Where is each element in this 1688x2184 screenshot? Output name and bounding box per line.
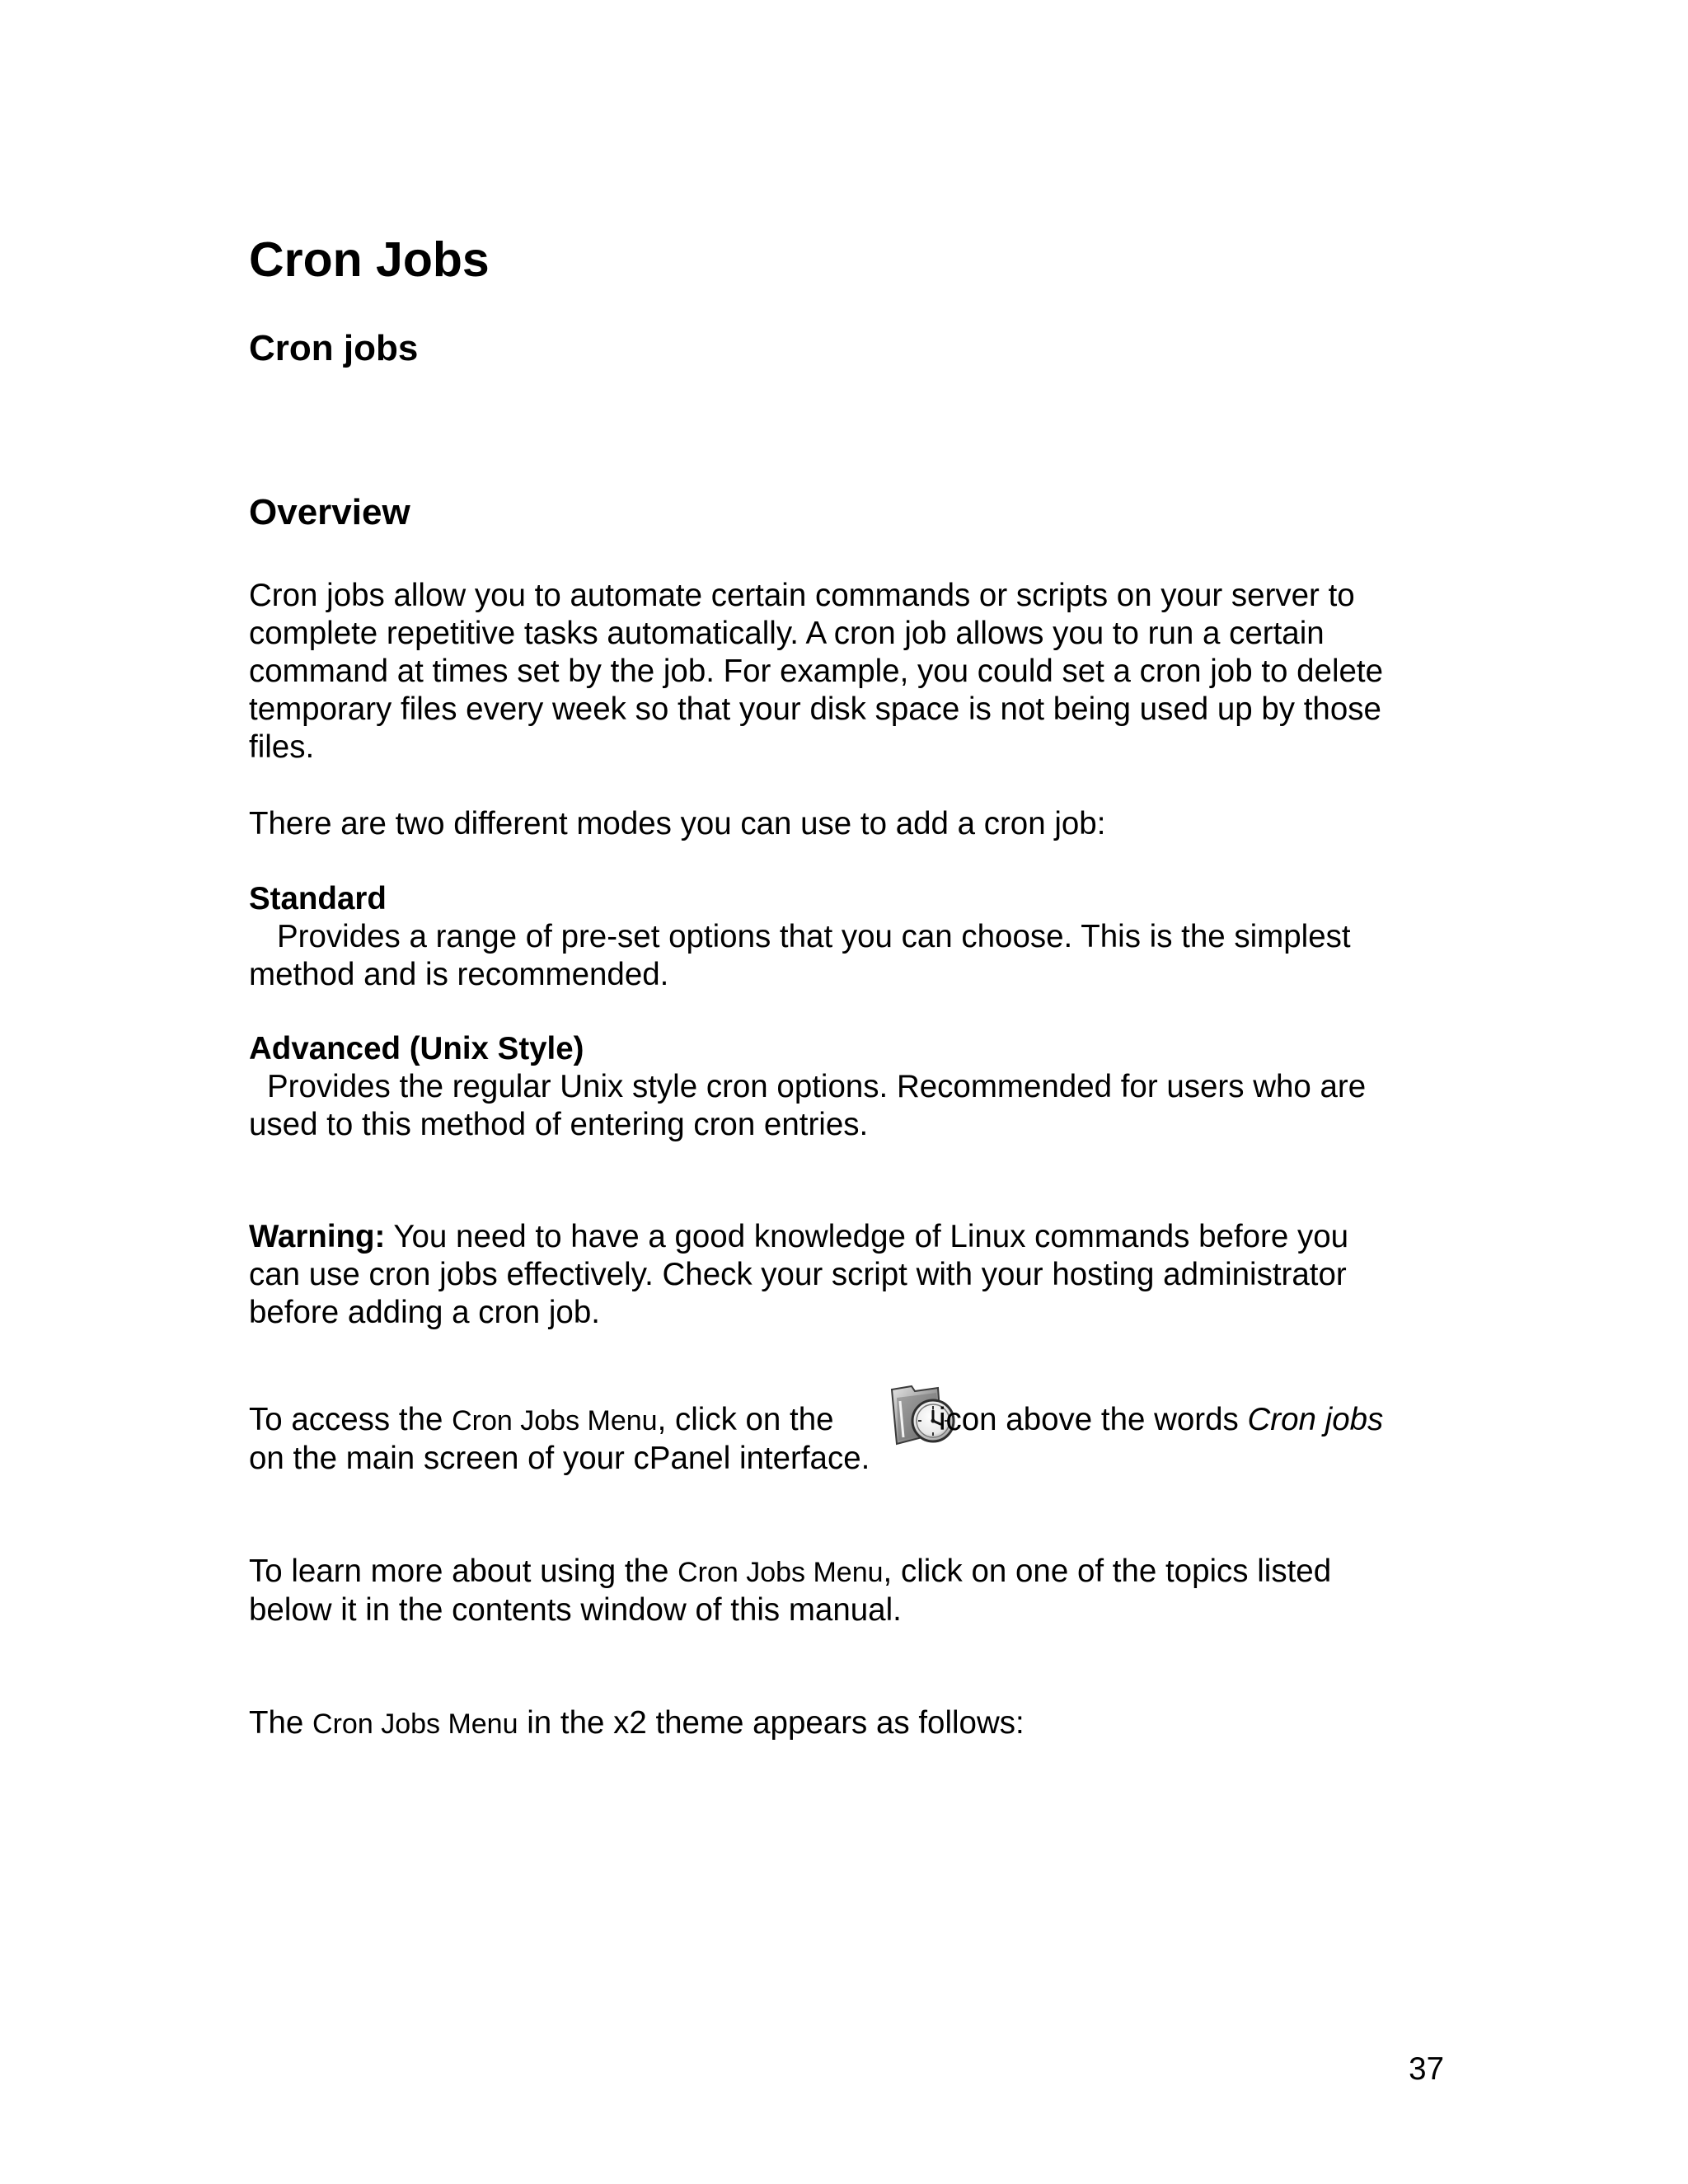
theme-line	[249, 1704, 1452, 1743]
learn-line: below it in the contents window of this manual.	[249, 1592, 902, 1628]
access-text: icon above the words	[930, 1402, 1248, 1437]
standard-description-line: method and is recommended.	[249, 957, 669, 992]
intro-line: command at times set by the job. For example, you could set a cron job to delete	[249, 654, 1384, 689]
cron-jobs-menu-ref: Cron Jobs Menu	[312, 1708, 518, 1740]
warning-text: You need to have a good knowledge of Linux commands before you	[385, 1219, 1349, 1254]
cron-jobs-menu-ref: Cron Jobs Menu	[678, 1557, 884, 1588]
access-line	[249, 1401, 1452, 1440]
page-title: Cron Jobs	[249, 232, 490, 287]
warning-label: Warning:	[249, 1219, 386, 1254]
warning-line: can use cron jobs effectively. Check your script with your hosting administrator	[249, 1257, 1347, 1292]
advanced-description-line: used to this method of entering cron entries.	[249, 1107, 869, 1142]
learn-line	[249, 1553, 1452, 1591]
access-line: on the main screen of your cPanel interface.	[249, 1441, 870, 1476]
learn-paragraph	[249, 1553, 1452, 1629]
intro-line: temporary files every week so that your disk space is not being used up by those	[249, 691, 1381, 727]
advanced-term: Advanced (Unix Style)	[249, 1031, 584, 1066]
theme-text: in the x2 theme appears as follows:	[518, 1705, 1025, 1741]
theme-text: The	[249, 1705, 313, 1741]
advanced-description-line: Provides the regular Unix style cron options. Recommended for users who are	[267, 1069, 1367, 1104]
section-heading-cron-jobs: Cron jobs	[249, 328, 419, 368]
access-text: To access the	[249, 1402, 452, 1437]
intro-paragraph	[249, 577, 1452, 766]
intro-line: Cron jobs allow you to automate certain commands or scripts on your server to	[249, 578, 1355, 613]
modes-intro-text: There are two different modes you can use to add a cron job:	[249, 806, 1106, 841]
modes-intro	[249, 805, 1452, 843]
warning-line	[249, 1218, 1452, 1256]
theme-paragraph	[249, 1704, 1452, 1743]
cron-jobs-italic: Cron jobs	[1247, 1402, 1384, 1437]
access-text: , click on the	[657, 1402, 843, 1437]
warning-line: before adding a cron job.	[249, 1295, 600, 1330]
warning-paragraph	[249, 1218, 1452, 1332]
page-number: 37	[1409, 2051, 1444, 2087]
advanced-description	[249, 1068, 1452, 1144]
learn-text: To learn more about using the	[249, 1554, 678, 1589]
access-paragraph	[249, 1401, 1452, 1478]
intro-line: files.	[249, 729, 315, 765]
standard-description-line: Provides a range of pre-set options that you can choose. This is the simplest	[277, 919, 1351, 954]
standard-term: Standard	[249, 881, 387, 916]
standard-description	[249, 918, 1452, 994]
section-heading-overview: Overview	[249, 492, 410, 532]
learn-text: , click on one of the topics listed	[883, 1554, 1332, 1589]
cron-jobs-menu-ref: Cron Jobs Menu	[452, 1405, 658, 1436]
intro-line: complete repetitive tasks automatically. A cron job allows you to run a certain	[249, 616, 1325, 651]
